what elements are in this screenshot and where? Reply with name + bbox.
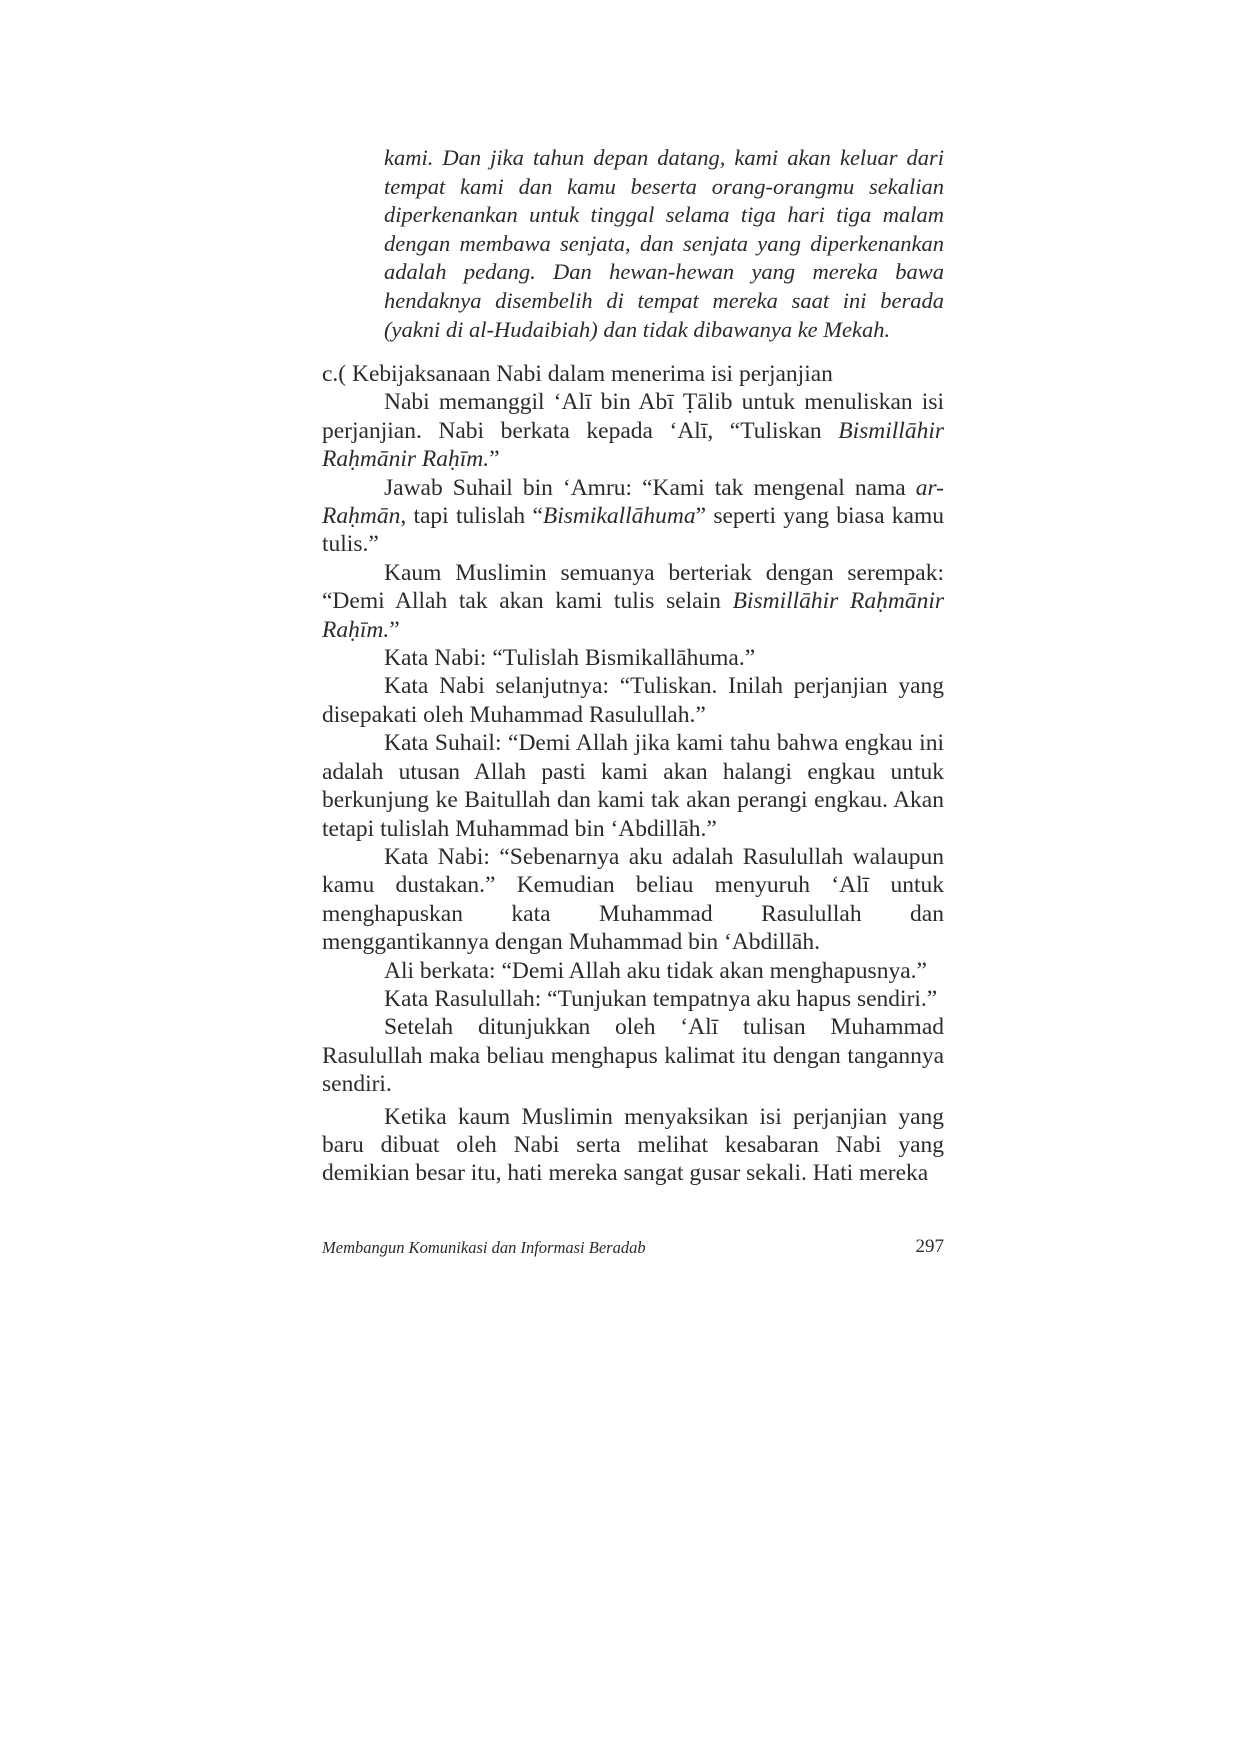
paragraph-10: Setelah ditunjukkan oleh ‘Alī tulisan Muhammad Rasulullah maka beliau menghapus kalimat itu dengan tangannya sendiri. xyxy=(322,1014,944,1098)
block-quote: kami. Dan jika tahun depan datang, kami akan keluar dari tempat kami dan kamu beserta orang-orangmu sekalian diperkenankan untuk tinggal selama tiga hari tiga malam dengan membawa senjata, dan senjata yang diperkenankan adalah pedang. Dan hewan-hewan yang mereka bawa hendaknya disembelih di tempat mereka saat ini berada (yakni di al-Hudaibiah) dan tidak dibawanya ke Mekah. xyxy=(384,145,944,342)
paragraph-5: Kata Nabi selanjutnya: “Tuliskan. Inilah perjanjian yang disepakati oleh Muhammad Rasulullah.” xyxy=(322,673,944,728)
paragraph-3-end: ” xyxy=(389,616,400,643)
paragraph-2-c: ” seperti yang biasa kamu tulis.” xyxy=(322,503,944,558)
paragraph-1 xyxy=(322,388,944,473)
page-footer xyxy=(322,1236,944,1260)
paragraph-3-italic: Bismillāhir Raḥmānir Raḥīm. xyxy=(322,588,944,643)
paragraph-8: Ali berkata: “Demi Allah aku tidak akan menghapusnya.” xyxy=(384,957,927,984)
paragraph-3-text: Kaum Muslimin semuanya berteriak dengan serempak: “Demi Allah tak akan kami tulis selain xyxy=(322,559,944,615)
paragraph-7: Kata Nabi: “Sebenarnya aku adalah Rasulullah walaupun kamu dustakan.” Kemudian beliau menyuruh ‘Alī untuk menghapuskan kata Muhammad Rasulullah dan menggantikannya dengan Muhammad bin ‘Abdillāh. xyxy=(322,843,944,956)
paragraph-1-italic: Bismillāhir Raḥmānir Raḥīm. xyxy=(322,417,944,473)
main-text xyxy=(322,360,944,1188)
paragraph-3 xyxy=(322,559,944,644)
paragraph-4: Kata Nabi: “Tulislah Bismikallāhuma.” xyxy=(384,645,756,672)
paragraph-11: Ketika kaum Muslimin menyaksikan isi perjanjian yang baru dibuat oleh Nabi serta melihat kesabaran Nabi yang demikian besar itu, hati mereka sangat gusar sekali. Hati mereka xyxy=(322,1103,944,1187)
page-number: 297 xyxy=(915,1236,944,1257)
paragraph-9: Kata Rasulullah: “Tunjukan tempatnya aku hapus sendiri.” xyxy=(384,985,938,1012)
paragraph-1-text: Nabi memanggil ‘Alī bin Abī Ṭālib untuk menuliskan isi perjanjian. Nabi berkata kepada ‘Alī, “Tuliskan xyxy=(322,389,944,444)
paragraph-2-b: , tapi tulislah “ xyxy=(400,503,543,530)
section-heading: c.( Kebijaksanaan Nabi dalam menerima isi perjanjian xyxy=(322,361,833,387)
paragraph-2-a: Jawab Suhail bin ‘Amru: “Kami tak mengenal nama xyxy=(384,474,916,501)
paragraph-2-italic-1: ar-Raḥmān xyxy=(322,474,944,530)
footer-title: Membangun Komunikasi dan Informasi Beradab xyxy=(322,1238,646,1257)
paragraph-2 xyxy=(322,474,944,559)
paragraph-2-italic-2: Bismikallāhuma xyxy=(542,503,696,530)
paragraph-1-end: ” xyxy=(489,446,500,473)
paragraph-6: Kata Suhail: “Demi Allah jika kami tahu bahwa engkau ini adalah utusan Allah pasti kami akan halangi engkau untuk berkunjung ke Baitullah dan kami tak akan perangi engkau. Akan tetapi tulislah Muhammad bin ‘Abdillāh.” xyxy=(322,730,944,842)
